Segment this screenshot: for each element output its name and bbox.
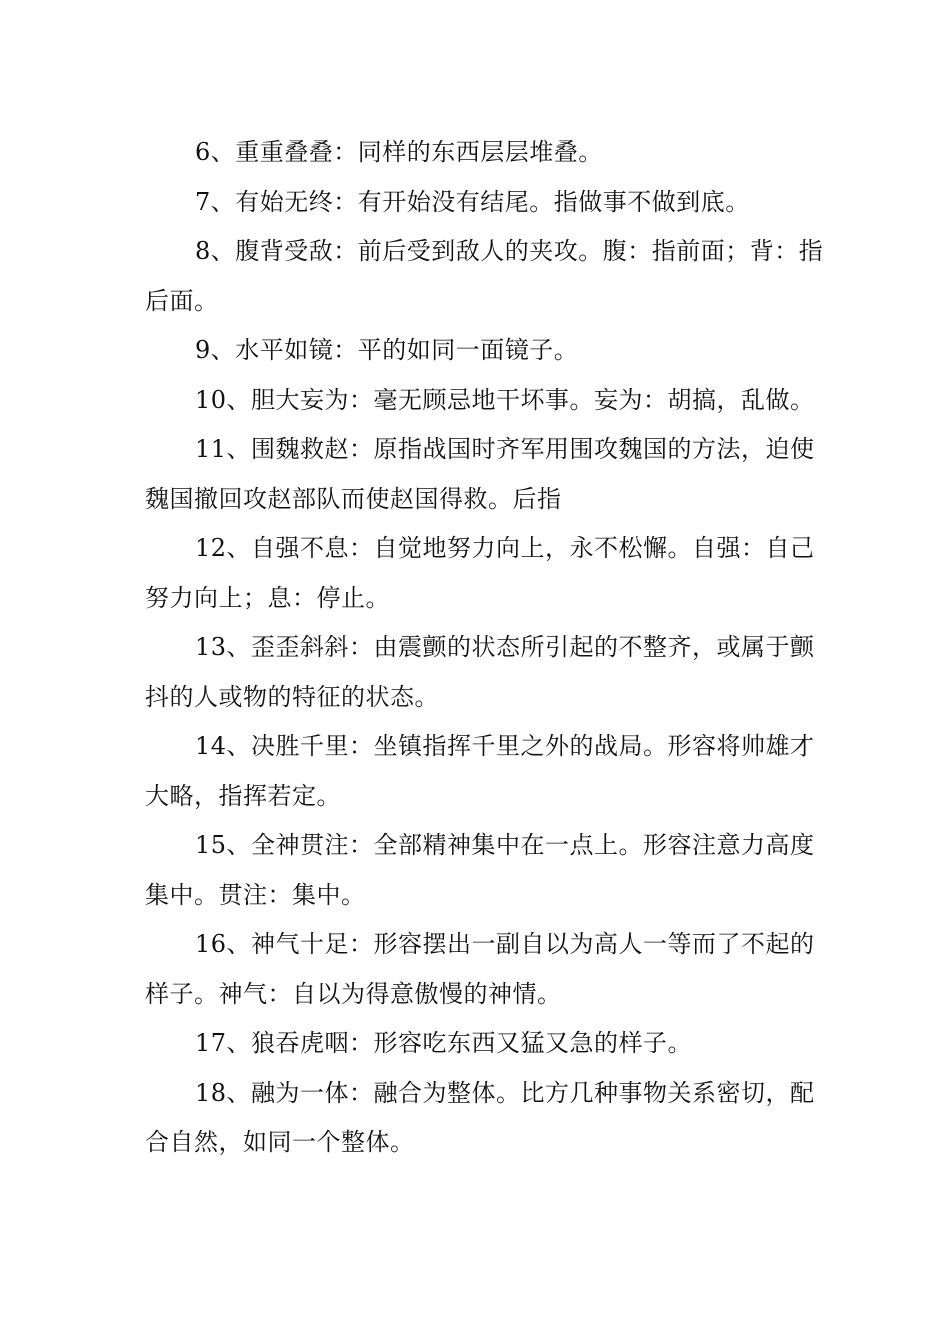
idiom-entry-17: 17、狼吞虎咽：形容吃东西又猛又急的样子。 <box>195 1029 693 1057</box>
idiom-list <box>145 128 825 1168</box>
idiom-entry-13: 13、歪歪斜斜：由震颤的状态所引起的不整齐，或属于颤抖的人或物的特征的状态。 <box>145 633 815 711</box>
idiom-entry-18: 18、融为一体：融合为整体。比方几种事物关系密切，配合自然，如同一个整体。 <box>145 1078 815 1156</box>
idiom-entry-16: 16、神气十足：形容摆出一副自以为高人一等而了不起的样子。神气：自以为得意傲慢的神情。 <box>145 930 815 1008</box>
idiom-entry-14: 14、决胜千里：坐镇指挥千里之外的战局。形容将帅雄才大略，指挥若定。 <box>145 732 815 810</box>
idiom-entry-15: 15、全神贯注：全部精神集中在一点上。形容注意力高度集中。贯注：集中。 <box>145 831 815 909</box>
idiom-entry-11: 11、围魏救赵：原指战国时齐军用围攻魏国的方法，迫使魏国撤回攻赵部队而使赵国得救。后指 <box>145 435 815 513</box>
idiom-entry-6: 6、重重叠叠：同样的东西层层堆叠。 <box>195 138 603 166</box>
idiom-entry-7: 7、有始无终：有开始没有结尾。指做事不做到底。 <box>195 187 750 216</box>
idiom-entry-9: 9、水平如镜：平的如同一面镜子。 <box>195 336 579 364</box>
idiom-entry-10: 10、胆大妄为：毫无顾忌地干坏事。妄为：胡搞，乱做。 <box>195 385 815 414</box>
idiom-entry-12: 12、自强不息：自觉地努力向上，永不松懈。自强：自己努力向上；息：停止。 <box>145 534 815 612</box>
idiom-entry-8: 8、腹背受敌：前后受到敌人的夹攻。腹：指前面；背：指后面。 <box>145 237 824 315</box>
